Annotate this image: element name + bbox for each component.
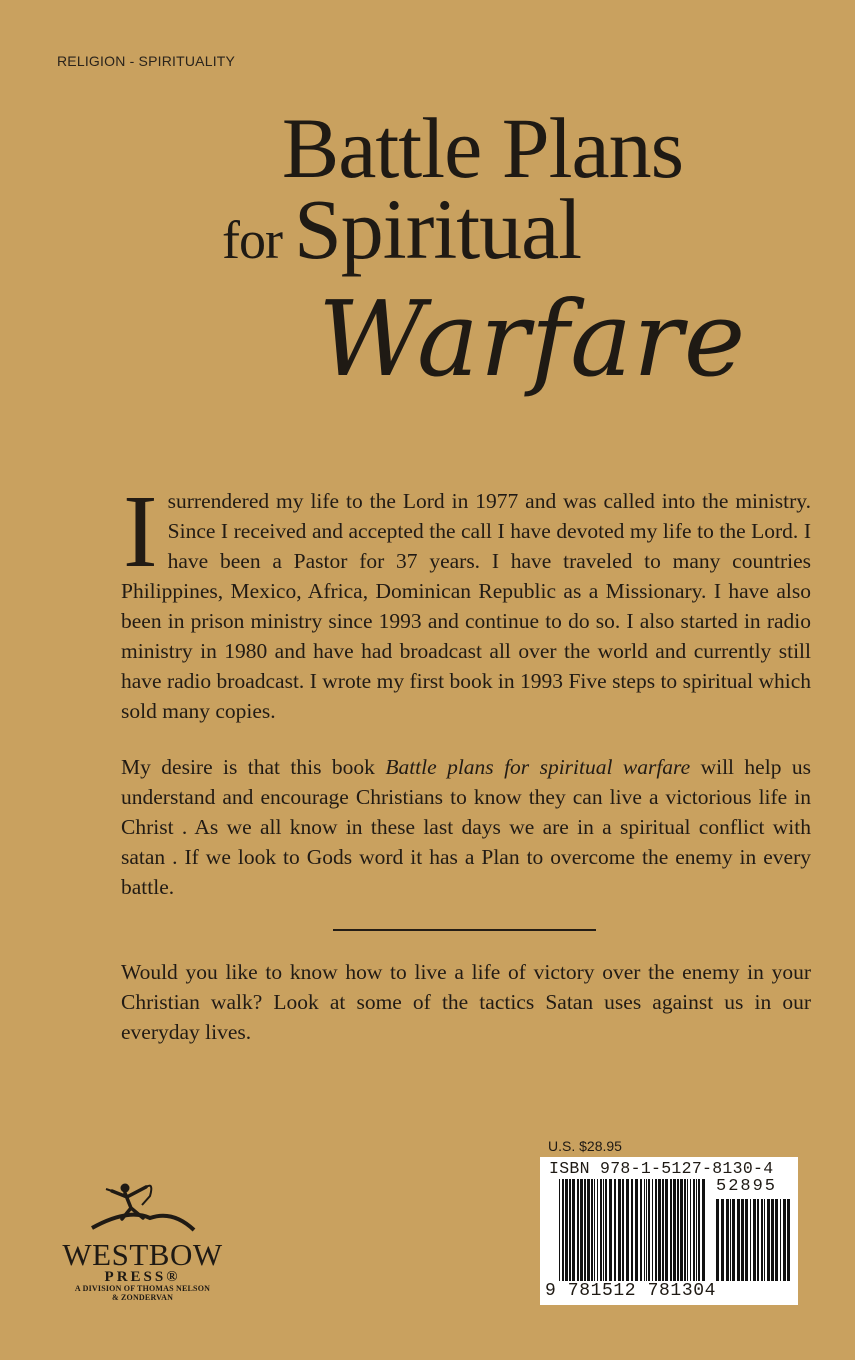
barcode-addon-bars [716,1199,790,1281]
barcode-bar [696,1179,697,1281]
barcode-bar [750,1199,751,1281]
publisher-press: PRESS® [104,1269,181,1285]
barcode-main-bars [559,1179,705,1281]
publisher-logo [50,1178,235,1302]
barcode-bar [618,1179,621,1281]
barcode-bar [737,1199,740,1281]
barcode-bar [741,1199,744,1281]
barcode-bar [580,1179,583,1281]
book-title-line-2 [222,181,582,277]
barcode-bar [605,1179,607,1281]
publisher-division-line-2: & ZONDERVAN [111,1293,174,1302]
barcode-bar [780,1199,781,1281]
archer-logo-icon [88,1178,198,1236]
barcode-bar [753,1199,756,1281]
barcode-bar [631,1179,633,1281]
barcode-bar [644,1179,645,1281]
drop-cap: I [123,474,158,589]
barcode-bar [775,1199,778,1281]
barcode-bar [640,1179,642,1281]
barcode-bar [584,1179,586,1281]
barcode-bar [646,1179,647,1281]
barcode-bar [635,1179,638,1281]
barcode-bar [757,1199,759,1281]
publisher-division-line-1: A DIVISION OF THOMAS NELSON [74,1284,211,1293]
barcode-bar [562,1179,564,1281]
barcode-bar [569,1179,571,1281]
barcode-bar [626,1179,629,1281]
barcode-bar [670,1179,672,1281]
barcode-bar [577,1179,579,1281]
barcode-bar [690,1179,691,1281]
blurb-p2-text-after: will help us understand and encourage Christians to know they can live a victorious life in Christ . As we all know in these last days we are in a spiritual conflict with satan . If we look to Gods word it has a Plan to overcome the enemy in every battle. [121,755,811,899]
barcode-bar [716,1199,719,1281]
barcode-bar [726,1199,729,1281]
publisher-name: WESTBOW [62,1237,223,1272]
barcode-bar [767,1199,770,1281]
barcode-bar [652,1179,653,1281]
barcode-bar [721,1199,724,1281]
barcode-bar [609,1179,612,1281]
barcode-bar [771,1199,774,1281]
barcode-addon-number: 52895 [716,1177,778,1196]
blurb-paragraph-1 [121,474,811,726]
category-label: RELIGION - SPIRITUALITY [57,53,236,69]
barcode-bar [665,1179,668,1281]
barcode-bar [600,1179,602,1281]
blurb-p2-text-before: My desire is that this book [121,755,386,779]
barcode-bar [587,1179,590,1281]
blurb-p2-book-title: Battle plans for spiritual warfare [385,755,691,779]
price-label: U.S. $28.95 [548,1138,622,1154]
barcode-bar [565,1179,568,1281]
barcode-bar [698,1179,700,1281]
barcode-bar [761,1199,763,1281]
barcode-bar [673,1179,676,1281]
barcode-bar [764,1199,765,1281]
barcode-bar [662,1179,664,1281]
barcode-bar [622,1179,624,1281]
barcode-bar [687,1179,688,1281]
barcode-bar [693,1179,695,1281]
book-title-line-1: Battle Plans [281,100,684,196]
barcode-bar [684,1179,686,1281]
barcode-bar [677,1179,679,1281]
barcode-bar [614,1179,616,1281]
barcode-bar [603,1179,604,1281]
barcode-bar [591,1179,593,1281]
barcode-bar [597,1179,598,1281]
barcode-bar [783,1199,786,1281]
barcode-bar [594,1179,595,1281]
barcode-bar [730,1199,731,1281]
barcode-bar [655,1179,657,1281]
barcode-bar [559,1179,560,1281]
blurb-paragraph-3: Would you like to know how to live a life of victory over the enemy in your Christian walk? Look at some of the tactics Satan uses against us in our everyday lives. [121,960,811,1044]
book-title-spiritual: Spiritual [293,181,582,277]
barcode-bar [702,1179,705,1281]
barcode-bar [732,1199,735,1281]
barcode-bar [787,1199,790,1281]
blurb-paragraph-2 [121,752,811,902]
barcode [540,1157,798,1305]
book-title-for: for [222,210,282,270]
isbn-text: ISBN 978-1-5127-8130-4 [549,1159,774,1178]
section-divider [333,929,596,931]
barcode-bar [680,1179,683,1281]
blurb-paragraph-1-text: surrendered my life to the Lord in 1977 and was called into the ministry. Since I received and accepted the call I have devoted my life to the Lord. I have been a Pastor for 37 years. I have traveled to many countries Philippines, Mexico, Africa, Dominican Republic as a Missionary. I have also been in prison ministry since 1993 and continue to do so. I also started in radio ministry in 1980 and have had broadcast all over the world and currently still have radio broadcast. I wrote my first book in 1993 Five steps to spiritual which sold many copies. [121,489,811,723]
barcode-bar [745,1199,748,1281]
barcode-bar [572,1179,575,1281]
barcode-digits: 9 781512 781304 [545,1281,717,1301]
book-title-line-3: Warfare [318,278,747,400]
barcode-bar [658,1179,661,1281]
barcode-bar [648,1179,650,1281]
